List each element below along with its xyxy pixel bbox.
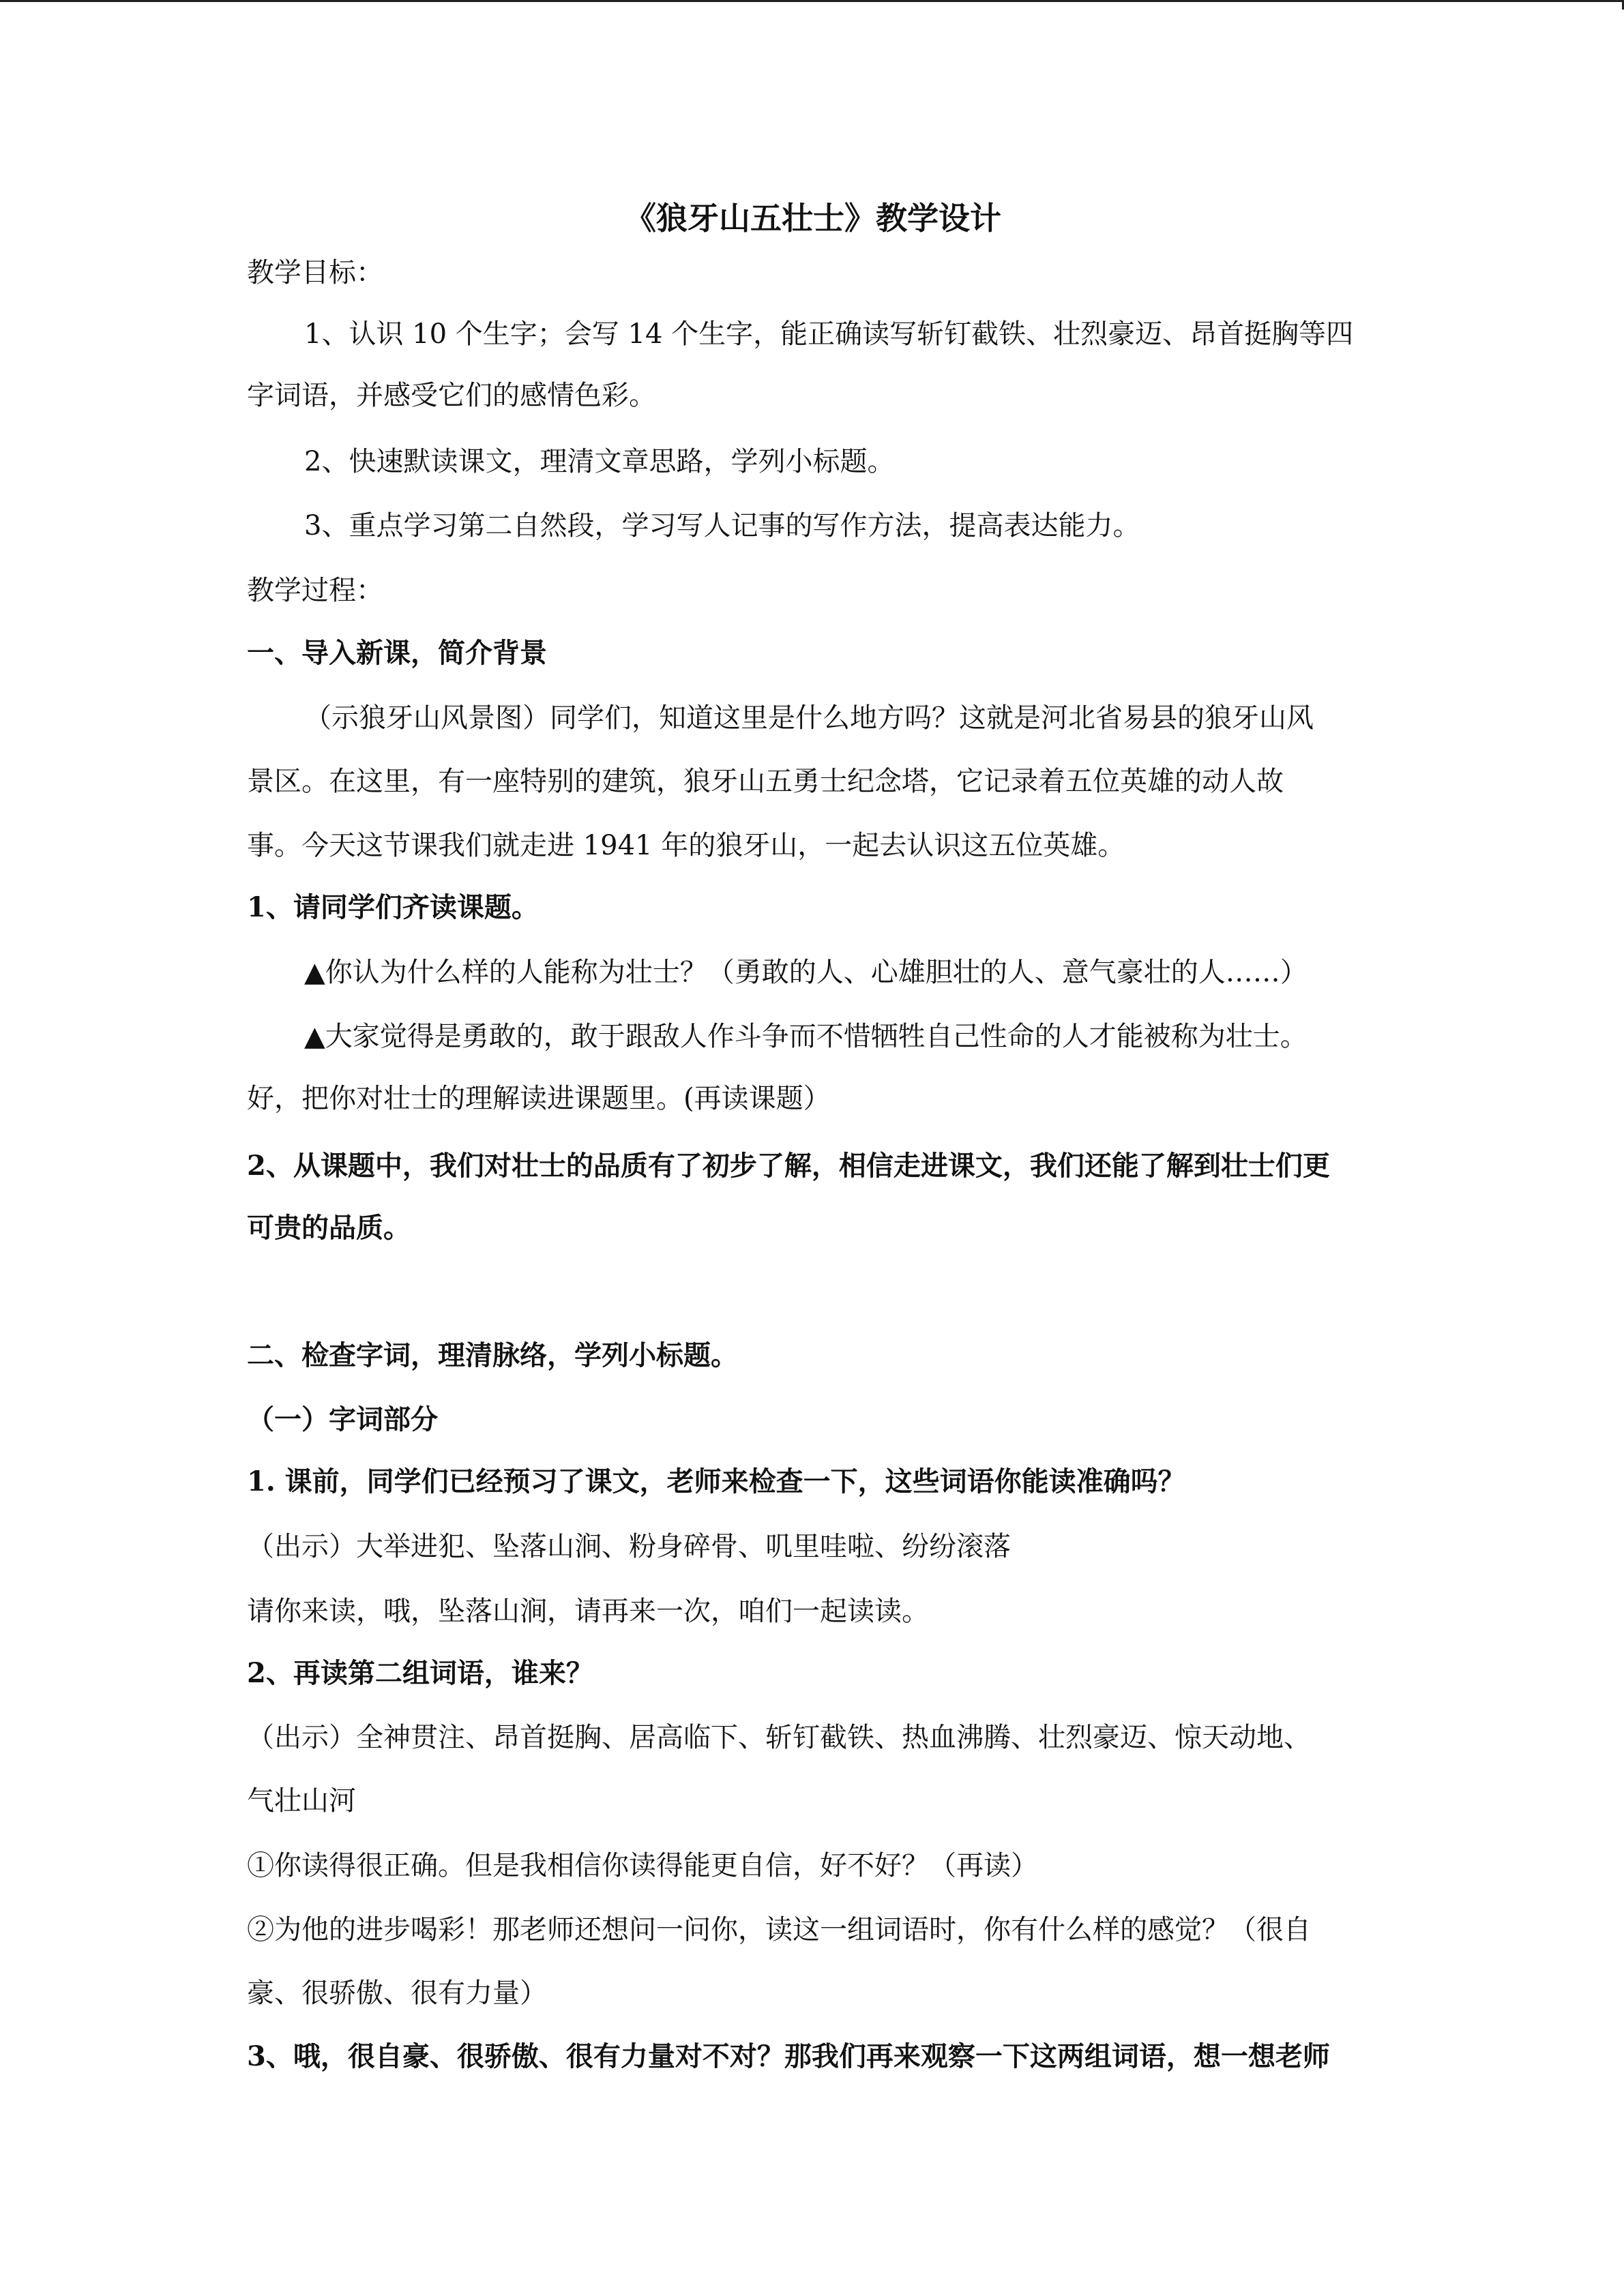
vocab-group-2: （出示）全神贯注、昂首挺胸、居高临下、斩钉截铁、热血沸腾、壮烈豪迈、惊天动地、 bbox=[247, 1722, 1311, 1753]
feedback-item-2: ②为他的进步喝彩！那老师还想问一问你，读这一组词语时，你有什么样的感觉？（很自 bbox=[247, 1914, 1311, 1945]
section-heading-teaching-goals: 教学目标： bbox=[247, 257, 383, 288]
step-1-heading: 1、请同学们齐读课题。 bbox=[247, 891, 539, 923]
vocab-step-3-heading: 3、哦，很自豪、很骄傲、很有力量对不对？那我们再来观察一下这两组词语，想一想老师 bbox=[247, 2040, 1330, 2072]
document-title: 《狼牙山五壮士》教学设计 bbox=[625, 200, 1001, 237]
vocab-group-1-instruction: 请你来读，哦，坠落山涧，请再来一次，咱们一起读读。 bbox=[247, 1596, 929, 1627]
vocab-group-2-continued: 气壮山河 bbox=[247, 1785, 356, 1817]
vocab-step-1-heading: 1. 课前，同学们已经预习了课文，老师来检查一下，这些词语你能读准确吗？ bbox=[247, 1465, 1185, 1497]
section-heading-teaching-process: 教学过程： bbox=[247, 575, 383, 606]
subsection-vocabulary-heading: （一）字词部分 bbox=[247, 1403, 438, 1435]
intro-paragraph-line-3: 事。今天这节课我们就走进 1941 年的狼牙山，一起去认识这五位英雄。 bbox=[247, 830, 1125, 861]
part-two-heading: 二、检查字词，理清脉络，学列小标题。 bbox=[247, 1339, 738, 1371]
vocab-step-2-heading: 2、再读第二组词语，谁来？ bbox=[247, 1657, 593, 1689]
step-2-heading: 2、从课题中，我们对壮士的品质有了初步了解，相信走进课文，我们还能了解到壮士们更 bbox=[247, 1150, 1330, 1182]
goal-item-1-continued: 字词语，并感受它们的感情色彩。 bbox=[247, 380, 656, 411]
intro-paragraph-line-2: 景区。在这里，有一座特别的建筑，狼牙山五勇士纪念塔，它记录着五位英雄的动人故 bbox=[247, 766, 1284, 797]
page-top-border bbox=[0, 0, 1624, 2]
step-2-heading-continued: 可贵的品质。 bbox=[247, 1212, 411, 1244]
vocab-group-1: （出示）大举进犯、坠落山涧、粉身碎骨、叽里哇啦、纷纷滚落 bbox=[247, 1531, 1011, 1562]
goal-item-3: 3、重点学习第二自然段，学习写人记事的写作方法，提高表达能力。 bbox=[304, 510, 1140, 541]
feedback-item-1: ①你读得很正确。但是我相信你读得能更自信，好不好？（再读） bbox=[247, 1850, 1038, 1881]
goal-item-1: 1、认识 10 个生字；会写 14 个生字，能正确读写斩钉截铁、壮烈豪迈、昂首挺胸等四 bbox=[304, 318, 1354, 350]
part-one-heading: 一、导入新课，简介背景 bbox=[247, 637, 547, 669]
intro-paragraph-line-1: （示狼牙山风景图）同学们，知道这里是什么地方吗？这就是河北省易县的狼牙山风 bbox=[304, 702, 1314, 734]
feedback-item-2-continued: 豪、很骄傲、很有力量） bbox=[247, 1978, 547, 2009]
goal-item-2: 2、快速默读课文，理清文章思路，学列小标题。 bbox=[304, 446, 895, 477]
question-item-2: ▲大家觉得是勇敢的，敢于跟敌人作斗争而不惜牺牲自己性命的人才能被称为壮士。 bbox=[304, 1021, 1308, 1052]
question-item-1: ▲你认为什么样的人能称为壮士？（勇敢的人、心雄胆壮的人、意气豪壮的人……） bbox=[304, 957, 1308, 988]
question-item-2-continued: 好，把你对壮士的理解读进课题里。(再读课题） bbox=[247, 1083, 831, 1114]
